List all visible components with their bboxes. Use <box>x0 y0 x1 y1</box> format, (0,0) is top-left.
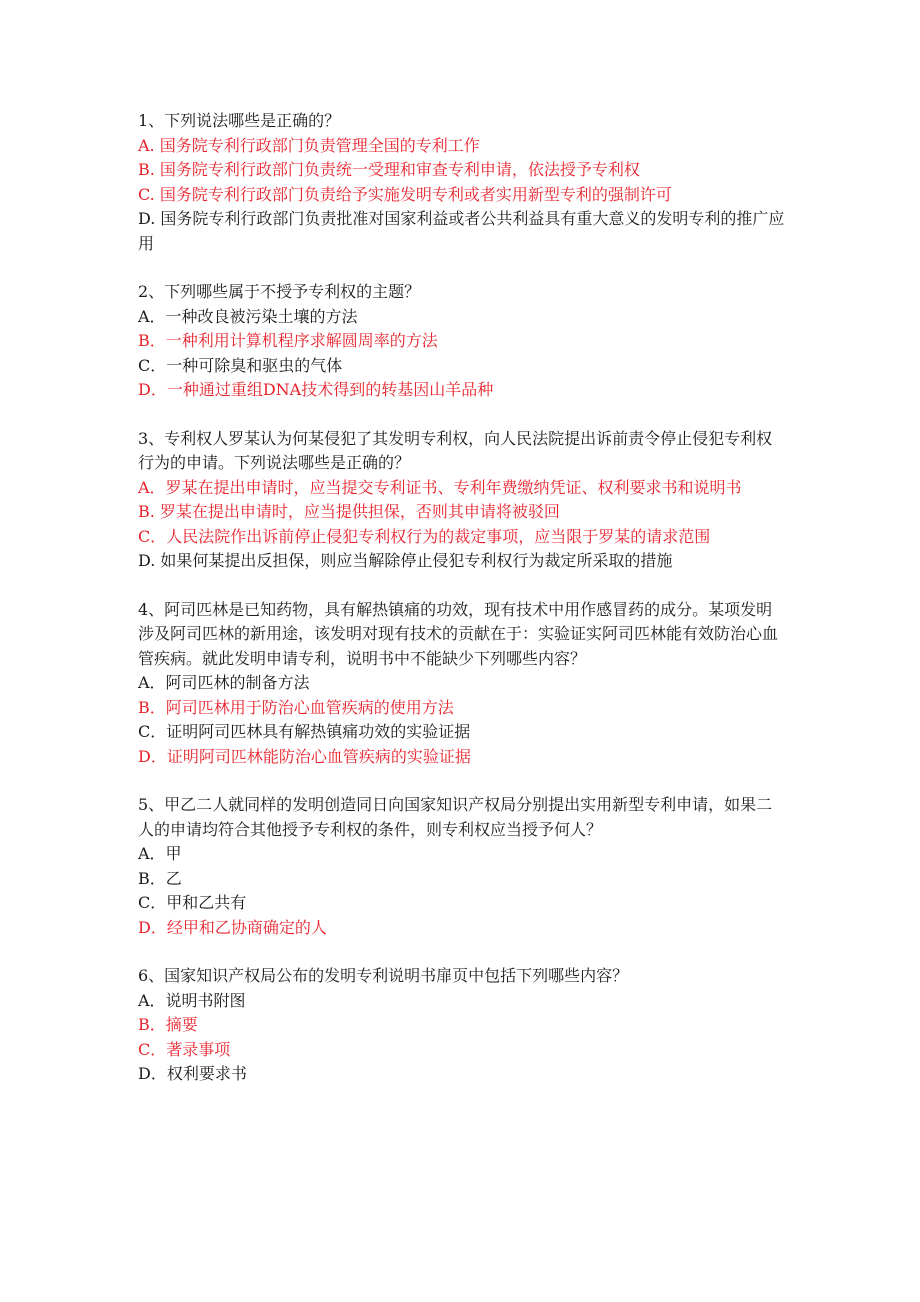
option-correct: B．摘要 <box>138 1015 198 1034</box>
option-correct: A．罗某在提出申请时，应当提交专利证书、专利年费缴纳凭证、权利要求书和说明书 <box>138 477 742 497</box>
option: A．阿司匹林的制备方法 <box>138 673 310 692</box>
option-correct: B．阿司匹林用于防治心血管疾病的使用方法 <box>138 697 454 717</box>
option: D．权利要求书 <box>138 1064 247 1083</box>
option-correct: D．证明阿司匹林能防治心血管疾病的实验证据 <box>138 746 471 766</box>
option-correct: D．一种通过重组DNA技术得到的转基因山羊品种 <box>138 380 494 399</box>
question-block <box>138 280 788 403</box>
option-correct: D．经甲和乙协商确定的人 <box>138 917 327 937</box>
option-correct: B. 罗某在提出申请时，应当提供担保，否则其申请将被驳回 <box>138 502 560 521</box>
option-correct: A. 国务院专利行政部门负责管理全国的专利工作 <box>138 135 480 155</box>
question-block <box>138 793 788 940</box>
option-correct: B. 国务院专利行政部门负责统一受理和审查专利申请，依法授予专利权 <box>138 160 640 179</box>
option: C．证明阿司匹林具有解热镇痛功效的实验证据 <box>138 722 471 741</box>
option: C．甲和乙共有 <box>138 893 247 912</box>
question-stem: 4、阿司匹林是已知药物，具有解热镇痛的功效，现有技术中用作感冒药的成分。某项发明涉及阿司匹林的新用途，该发明对现有技术的贡献在于：实验证实阿司匹林能有效防治心血管疾病。就此发明申请专利，说明书中不能缺少下列哪些内容？ <box>138 599 779 668</box>
option: D. 国务院专利行政部门负责批准对国家利益或者公共利益具有重大意义的发明专利的推广应用 <box>138 209 785 253</box>
question-stem: 1、下列说法哪些是正确的？ <box>138 111 341 130</box>
document-page <box>138 109 788 1111</box>
option-correct: B．一种利用计算机程序求解圆周率的方法 <box>138 331 438 350</box>
option: A．一种改良被污染土壤的方法 <box>138 306 358 326</box>
question-stem: 3、专利权人罗某认为何某侵犯了其发明专利权，向人民法院提出诉前责令停止侵犯专利权行为的申请。下列说法哪些是正确的？ <box>138 428 773 472</box>
option: A．说明书附图 <box>138 990 246 1010</box>
option-correct: C．人民法院作出诉前停止侵犯专利权行为的裁定事项，应当限于罗某的请求范围 <box>138 526 711 546</box>
option: B．乙 <box>138 868 182 888</box>
question-block <box>138 964 788 1087</box>
option: A．甲 <box>138 844 182 863</box>
question-block <box>138 598 788 770</box>
question-stem: 2、下列哪些属于不授予专利权的主题？ <box>138 282 421 301</box>
question-block <box>138 109 788 256</box>
option-correct: C．著录事项 <box>138 1039 231 1059</box>
option: D. 如果何某提出反担保，则应当解除停止侵犯专利权行为裁定所采取的措施 <box>138 551 673 570</box>
question-stem: 6、国家知识产权局公布的发明专利说明书扉页中包括下列哪些内容？ <box>138 966 629 985</box>
option-correct: C. 国务院专利行政部门负责给予实施发明专利或者实用新型专利的强制许可 <box>138 184 672 204</box>
option: C．一种可除臭和驱虫的气体 <box>138 355 343 375</box>
question-block <box>138 427 788 574</box>
question-stem: 5、甲乙二人就同样的发明创造同日向国家知识产权局分别提出实用新型专利申请，如果二人的申请均符合其他授予专利权的条件，则专利权应当授予何人？ <box>138 795 773 839</box>
